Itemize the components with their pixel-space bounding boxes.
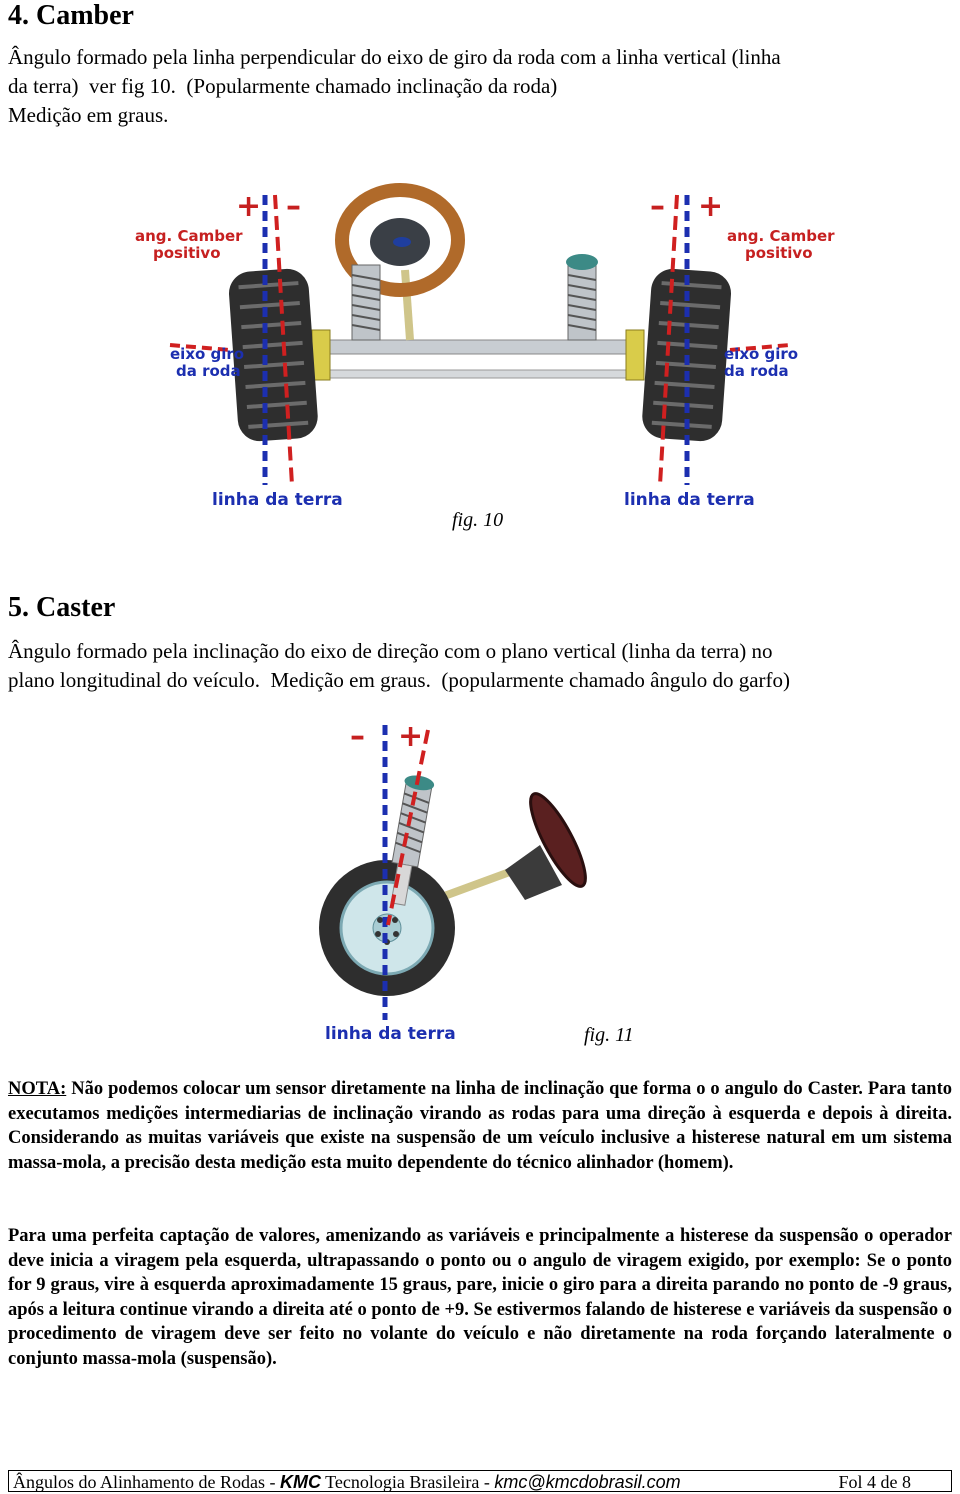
fig10-right-axis-label-line-1: eixo giro [724, 345, 799, 363]
fig11-caption: fig. 11 [584, 1024, 634, 1046]
nota-paragraph [8, 1077, 952, 1175]
axle [310, 340, 640, 354]
fig10-caption: fig. 10 [452, 509, 504, 531]
caster-figure [300, 720, 620, 1020]
fig10-left-axis-label [170, 346, 244, 380]
section-4-line-3: Medição em graus. [8, 103, 169, 127]
section-5-title: Caster [36, 592, 116, 623]
fig10-right-axis-label [724, 346, 798, 380]
footer-email[interactable]: kmc@kmcdobrasil.com [494, 1472, 681, 1492]
fig10-right-minus-sign: – [650, 189, 665, 224]
fig10-left-plus-sign: + [236, 189, 262, 224]
section-5-line-1: Ângulo formado pela inclinação do eixo de direção com o plano vertical (linha da terra) no [8, 639, 773, 663]
section-5-line-2: plano longitudinal do veículo. Medição em graus. (popularmente chamado ângulo do garfo) [8, 668, 791, 692]
footer-title: Ângulos do Alinhamento de Rodas - [13, 1472, 276, 1492]
fig10-left-camber-label-line-2: positivo [153, 244, 221, 262]
steering-logo [393, 237, 411, 247]
footer-page-number: Fol 4 de 8 [838, 1472, 911, 1492]
section-4-line-2: da terra) ver fig 10. (Popularmente chamado inclinação da roda) [8, 74, 558, 98]
right-spring-cap [566, 254, 598, 270]
fig11-plus-sign: + [398, 719, 424, 754]
fig10-left-axis-label-line-1: eixo giro [170, 345, 245, 363]
caster-illustration [300, 720, 620, 1020]
steering-column [405, 270, 410, 340]
fig10-right-camber-label [727, 228, 835, 262]
fig10-right-camber-label-line-2: positivo [745, 244, 813, 262]
tie-rod [330, 370, 630, 378]
left-hub [312, 330, 330, 380]
section-5-heading [8, 592, 115, 624]
footer-company: Tecnologia Brasileira - [325, 1472, 490, 1492]
fig10-left-minus-sign: – [286, 189, 301, 224]
section-5-number: 5. [8, 592, 29, 623]
fig11-minus-sign: – [350, 719, 365, 754]
procedure-paragraph: Para uma perfeita captação de valores, amenizando as variáveis e principalmente a histerese da suspensão o operador deve inicia a viragem pela esquerda, ultrapassando o ponto ou o angulo de viragem exigido, por exemplo: Se o ponto for 9 graus, vire à esquerda aproximadamente 15 graus, pare, inicie o giro para a direita parando no ponto de -9 graus, após a leitura continue virando a direita até o ponto de +9. Se estivermos falando de histerese e variáveis da suspensão o procedimento de viragem deve ser feito no volante do veículo e não diretamente na roda forçando lateralmente o conjunto massa-mola (suspensão). [8, 1226, 952, 1369]
section-4-heading [8, 0, 134, 32]
footer-brand: KMC [279, 1472, 321, 1492]
page-footer [8, 1470, 952, 1492]
section-4-line-1: Ângulo formado pela linha perpendicular do eixo de giro da roda com a linha vertical (linha [8, 45, 781, 69]
right-hub [626, 330, 644, 380]
fig10-left-camber-label [135, 228, 243, 262]
fig10-left-ground-label: linha da terra [212, 490, 343, 510]
fig10-right-plus-sign: + [698, 189, 724, 224]
fig11-ground-label: linha da terra [325, 1024, 456, 1044]
section-4-number: 4. [8, 0, 29, 31]
nota-label: NOTA: [8, 1079, 67, 1099]
section-4-title: Camber [36, 0, 134, 31]
fig10-right-axis-label-line-2: da roda [724, 362, 789, 380]
fig10-left-camber-label-line-1: ang. Camber [135, 227, 243, 245]
fig10-right-ground-label: linha da terra [624, 490, 755, 510]
fig10-left-axis-label-line-2: da roda [176, 362, 241, 380]
fig10-right-camber-label-line-1: ang. Camber [727, 227, 835, 245]
nota-text: Não podemos colocar um sensor diretamente na linha de inclinação que forma o o angulo do Caster. Para tanto executamos medições intermediarias de inclinação virando as rodas para uma direção à esquerda e depois à direita. Considerando as muitas variáveis que existe na suspensão de um veículo inclusive a histerese natural em um sistema massa-mola, a precisão desta medição esta muito dependente do técnico alinhador (homem). [8, 1079, 953, 1173]
